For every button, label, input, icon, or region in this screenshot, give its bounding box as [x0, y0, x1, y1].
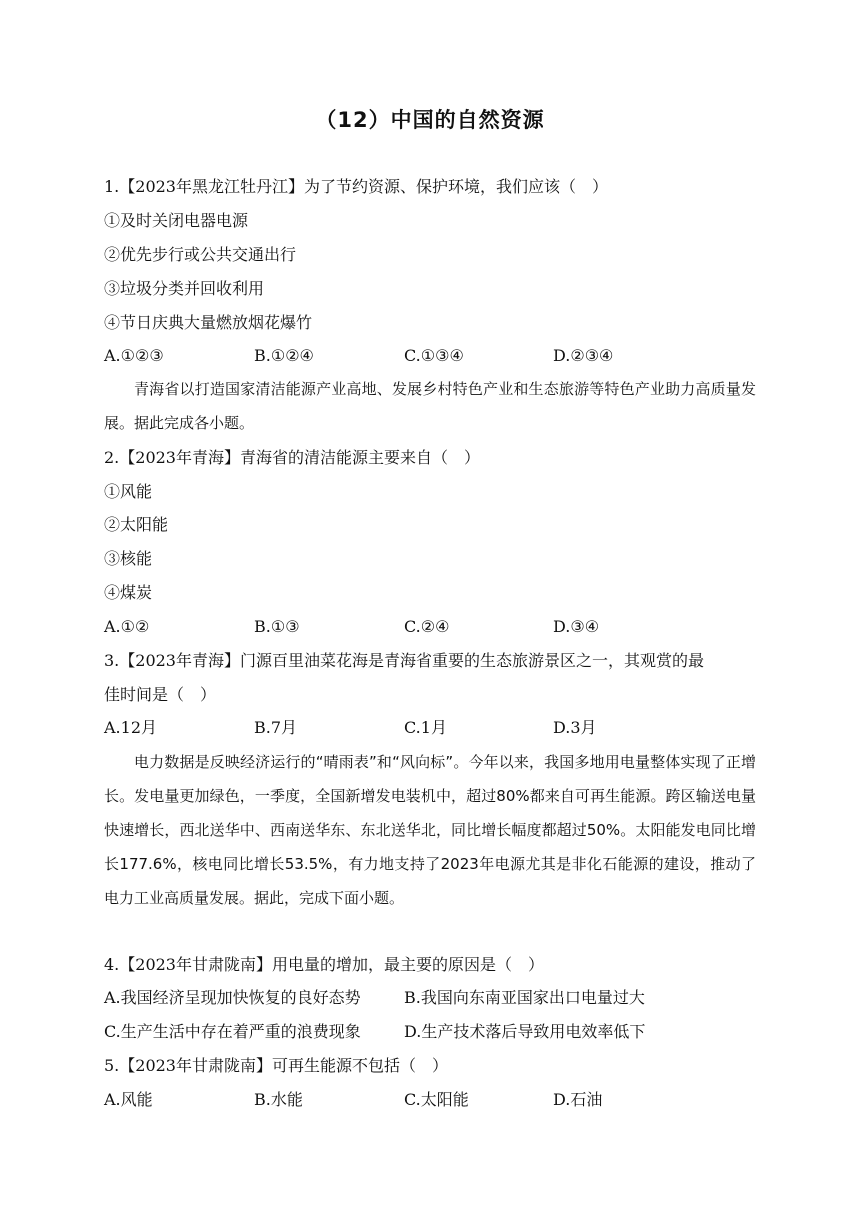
question-1-item-4: ④节日庆典大量燃放烟花爆竹 [104, 313, 313, 332]
question-2-item-2: ②太阳能 [104, 515, 169, 534]
question-4-option-c: C.生产生活中存在着严重的浪费现象 [104, 1022, 361, 1041]
question-4-stem: 4.【2023年甘肃陇南】用电量的增加，最主要的原因是（ ） [104, 955, 544, 974]
question-5-option-a: A.风能 [104, 1090, 153, 1109]
question-1-item-2: ②优先步行或公共交通出行 [104, 245, 297, 264]
question-1-option-c: C.①③④ [404, 346, 464, 365]
question-2-item-4: ④煤炭 [104, 583, 153, 602]
question-4-option-a: A.我国经济呈现加快恢复的良好态势 [104, 988, 361, 1007]
question-2-option-d: D.③④ [553, 617, 600, 636]
question-2-option-c: C.②④ [404, 617, 450, 636]
question-2-item-1: ①风能 [104, 482, 153, 501]
question-5-option-b: B.水能 [254, 1090, 303, 1109]
question-2-option-a: A.①② [104, 617, 150, 636]
question-2-option-b: B.①③ [254, 617, 300, 636]
question-3-option-c: C.1月 [404, 718, 447, 737]
reading-passage-qinghai: 青海省以打造国家清洁能源产业高地、发展乡村特色产业和生态旅游等特色产业助力高质量发展。据此完成各小题。 [104, 380, 756, 432]
question-2-stem: 2.【2023年青海】青海省的清洁能源主要来自（ ） [104, 448, 480, 467]
question-2-item-3: ③核能 [104, 549, 153, 568]
question-5-option-d: D.石油 [553, 1090, 603, 1109]
question-4-option-b: B.我国向东南亚国家出口电量过大 [404, 988, 645, 1007]
question-3-option-b: B.7月 [254, 718, 298, 737]
question-1-option-b: B.①②④ [254, 346, 314, 365]
reading-passage-electricity: 电力数据是反映经济运行的“晴雨表”和“风向标”。今年以来，我国多地用电量整体实现了正增长。发电量更加绿色，一季度，全国新增发电装机中，超过80%都来自可再生能源。跨区输送电量快速增长，西北送华中、西南送华东、东北送华北，同比增长幅度都超过50%。太阳能发电同比增长177.6%，核电同比增长53.5%，有力地支持了2023年电源尤其是非化石能源的建设，推动了电力工业高质量发展。据此，完成下面小题。 [104, 753, 756, 907]
question-1-item-3: ③垃圾分类并回收利用 [104, 279, 265, 298]
page-title: （12）中国的自然资源 [315, 108, 545, 132]
question-3-option-a: A.12月 [104, 718, 158, 737]
question-1-option-a: A.①②③ [104, 346, 164, 365]
question-3-stem-line-2: 佳时间是（ ） [104, 685, 217, 704]
question-1-item-1: ①及时关闭电器电源 [104, 211, 249, 230]
question-5-option-c: C.太阳能 [404, 1090, 469, 1109]
question-1-stem: 1.【2023年黑龙江牡丹江】为了节约资源、保护环境，我们应该（ ） [104, 177, 608, 196]
question-3-option-d: D.3月 [553, 718, 597, 737]
question-3-stem-line-1: 3.【2023年青海】门源百里油菜花海是青海省重要的生态旅游景区之一，其观赏的最 [104, 651, 704, 670]
question-4-option-d: D.生产技术落后导致用电效率低下 [404, 1022, 646, 1041]
question-5-stem: 5.【2023年甘肃陇南】可再生能源不包括（ ） [104, 1056, 448, 1075]
question-1-option-d: D.②③④ [553, 346, 614, 365]
